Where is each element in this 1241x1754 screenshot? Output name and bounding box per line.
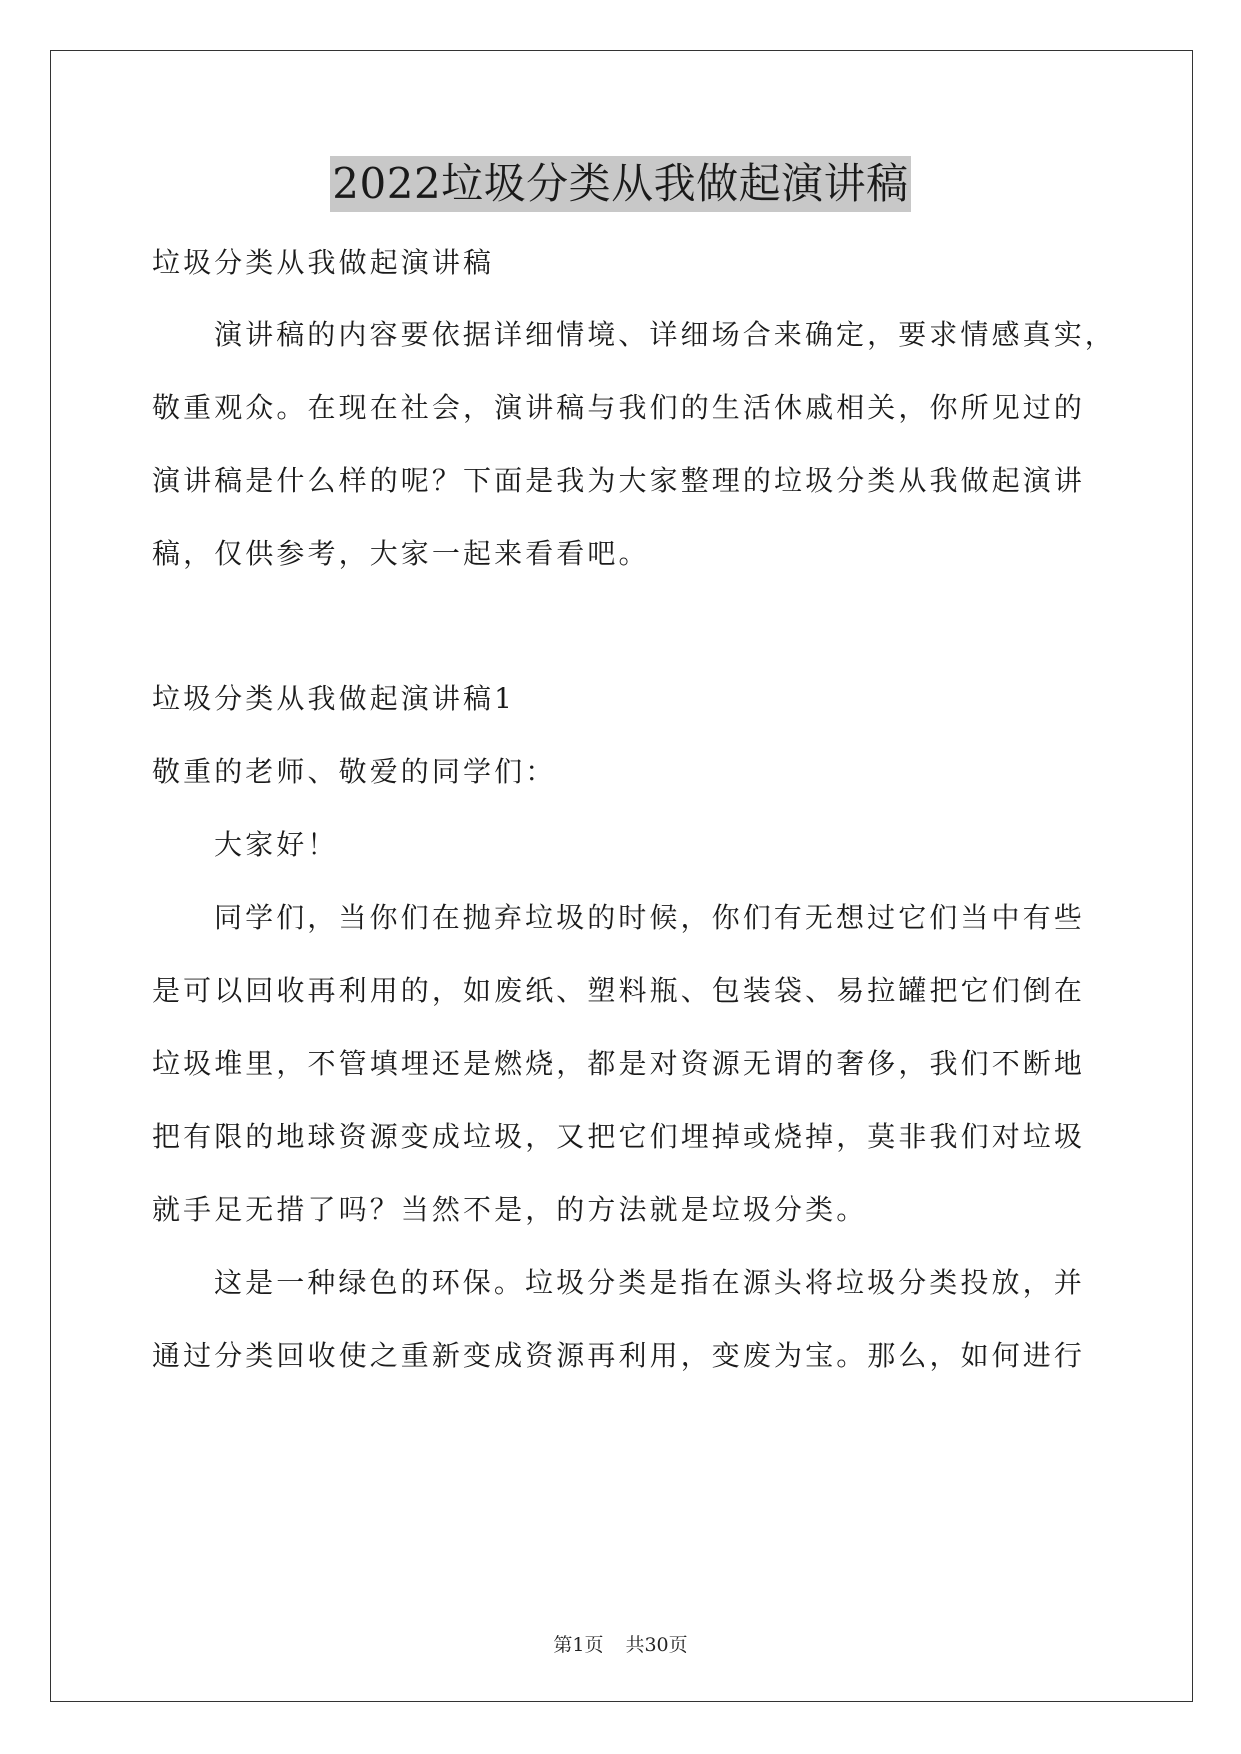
paragraph-line: 是可以回收再利用的，如废纸、塑料瓶、包装袋、易拉罐把它们倒在 [152,974,1086,1007]
paragraph-line: 稿，仅供参考，大家一起来看看吧。 [152,537,650,570]
page-border [50,50,1193,1702]
paragraph-line: 同学们，当你们在抛弃垃圾的时候，你们有无想过它们当中有些 [214,901,1085,934]
paragraph-line: 演讲稿是什么样的呢？下面是我为大家整理的垃圾分类从我做起演讲 [152,464,1086,497]
paragraph-line: 敬重观众。在现在社会，演讲稿与我们的生活休戚相关，你所见过的 [152,391,1086,424]
paragraph-line: 演讲稿的内容要依据详细情境、详细场合来确定，要求情感真实， [214,318,1116,351]
page-total: 共30页 [625,1634,688,1656]
document-title: 2022垃圾分类从我做起演讲稿 [330,156,910,212]
page-footer [0,1630,1241,1657]
greeting-line: 大家好！ [214,828,339,861]
paragraph-line: 就手足无措了吗？当然不是，的方法就是垃圾分类。 [152,1193,868,1226]
paragraph-line: 把有限的地球资源变成垃圾，又把它们埋掉或烧掉，莫非我们对垃圾 [152,1120,1086,1153]
paragraph-line: 通过分类回收使之重新变成资源再利用，变废为宝。那么，如何进行 [152,1339,1086,1372]
section-heading: 垃圾分类从我做起演讲稿1 [152,682,516,715]
subtitle-line: 垃圾分类从我做起演讲稿 [152,246,495,279]
title-container [0,156,1241,212]
paragraph-line: 垃圾堆里，不管填埋还是燃烧，都是对资源无谓的奢侈，我们不断地 [152,1047,1086,1080]
page-number: 第1页 [553,1634,604,1656]
paragraph-line: 这是一种绿色的环保。垃圾分类是指在源头将垃圾分类投放，并 [214,1266,1085,1299]
salutation-line: 敬重的老师、敬爱的同学们： [152,755,557,788]
